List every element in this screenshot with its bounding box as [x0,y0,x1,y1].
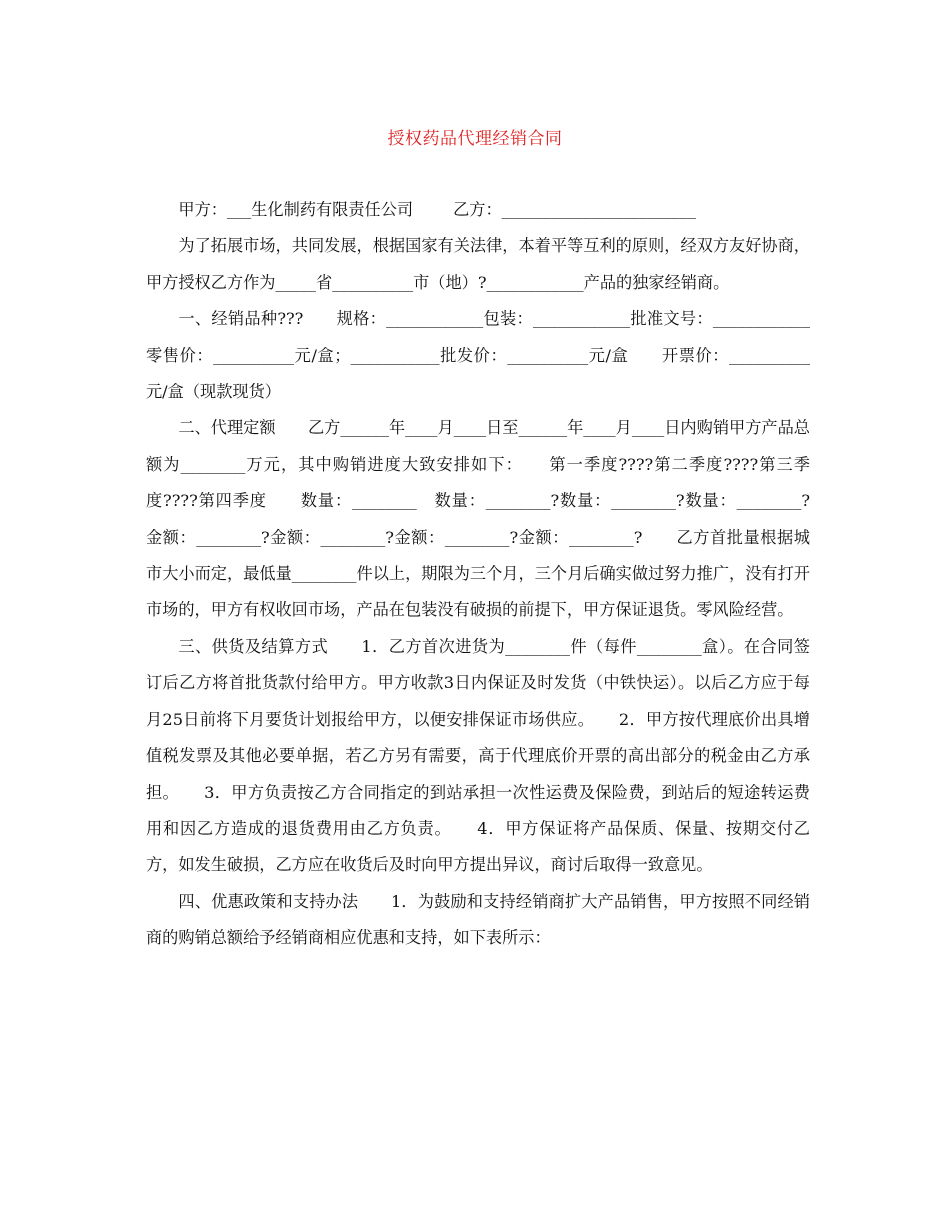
paragraph-intro: 为了拓展市场，共同发展，根据国家有关法律，本着平等互利的原则，经双方友好协商，甲方授权乙方作为_____省__________市（地）?____________产品的独家经销商。 [146,236,810,292]
paragraph-products: 一、经销品种??? 规格：____________包装：____________批准文号：____________ 零售价：__________元/盒；___________批发价：__________元/盒 开票价：__________元/盒（现款现货） [146,309,843,402]
paragraph-supply: 三、供货及结算方式 1．乙方首次进货为________件（每件________盒）。在合同签订后乙方将首批货款付给甲方。甲方收款3日内保证及时发货（中铁快运）。以后乙方应于每月25日前将下月要货计划报给甲方，以便安排保证市场供应。 2．甲方按代理底价出具增值税发票及其他必要单据，若乙方另有需要，高于代理底价开票的高出部分的税金由乙方承担。 3．甲方负责按乙方合同指定的到站承担一次性运费及保险费，到站后的短途转运费用和因乙方造成的退货费用由乙方负责。 4．甲方保证将产品保质、保量、按期交付乙方，如发生破损，乙方应在收货后及时向甲方提出异议，商讨后取得一致意见。 [146,636,810,875]
party-a: 甲方：___生化制药有限责任公司 [178,200,414,219]
party-b: 乙方：________________________ [453,200,696,219]
document-title: 授权药品代理经销合同 [387,129,563,149]
paragraph-policy: 四、优惠政策和支持办法 1．为鼓励和支持经销商扩大产品销售，甲方按照不同经销商的购销总额给予经销商相应优惠和支持，如下表所示： [146,891,810,948]
paragraph-quota: 二、代理定额 乙方______年____月____日至______年____月____日内购销甲方产品总额为________万元，其中购销进度大致安排如下： 第一季度????第二季度????第三季度????第四季度 数量：________ 数量：________?数量：________?数量：________? 金额：________?金额：________?金额：________?金额：________? 乙方首批量根据城市大小而定，最低量________件以上，期限为三个月，三个月后确实做过努力推广，没有打开市场的，甲方有权收回市场，产品在包装没有破损的前提下，甲方保证退货。零风险经营。 [146,418,843,620]
party-line [146,192,810,228]
document-body [146,192,843,957]
